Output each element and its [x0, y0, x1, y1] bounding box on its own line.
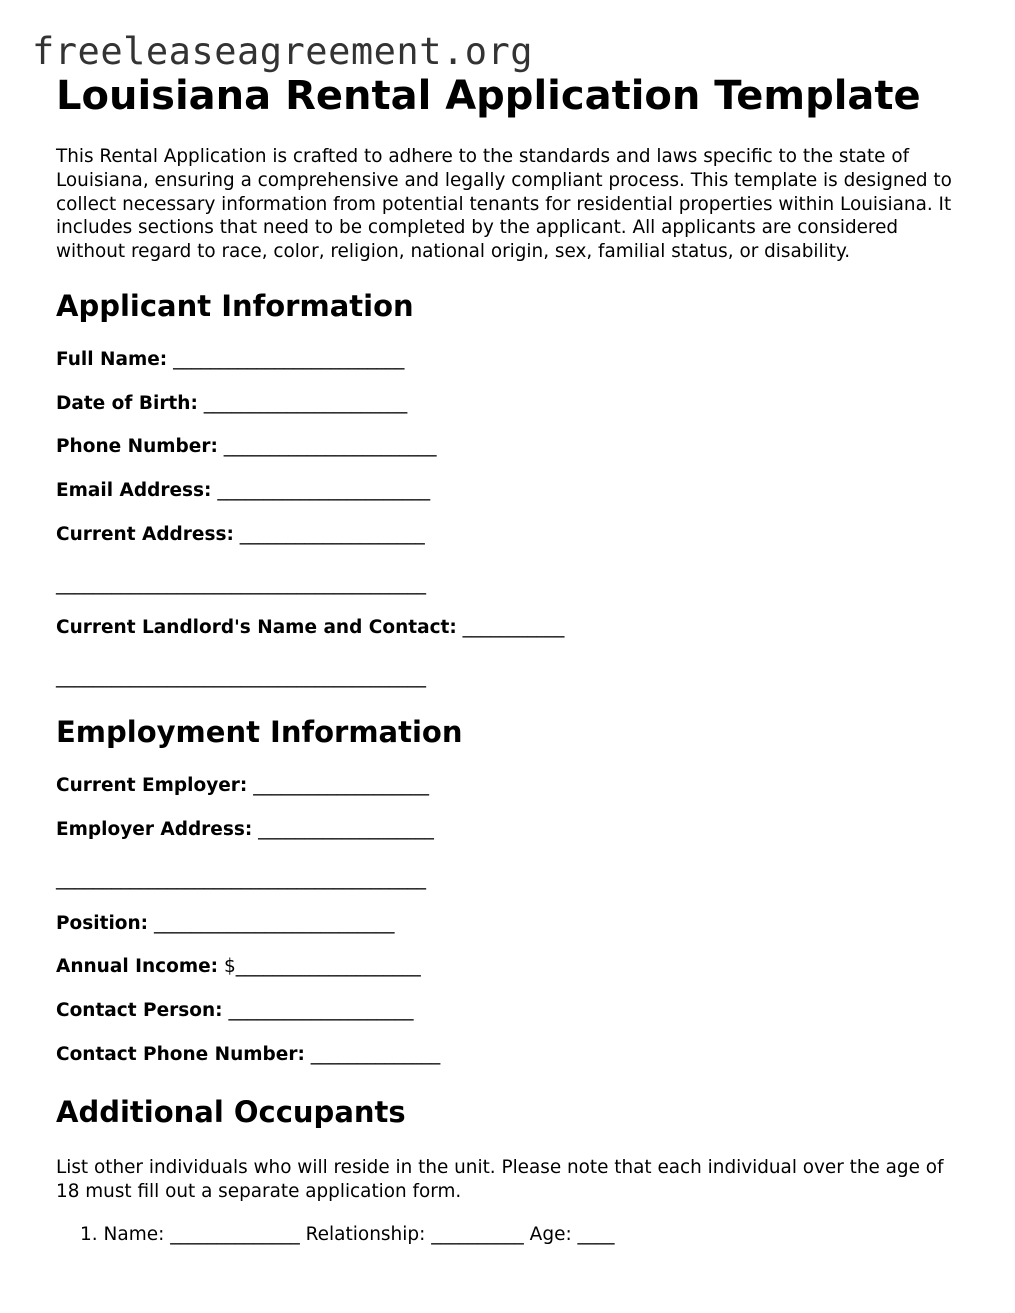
- contact-phone-blank[interactable]: ______________: [310, 1043, 441, 1065]
- occupants-section-heading: Additional Occupants: [56, 1094, 406, 1129]
- current-address-continuation[interactable]: ________________________________________: [56, 573, 426, 595]
- contact-person-label: Contact Person:: [56, 1000, 223, 1022]
- employer-label: Current Employer:: [56, 775, 248, 797]
- landlord-blank[interactable]: ___________: [462, 617, 565, 639]
- phone-label: Phone Number:: [56, 436, 218, 458]
- full-name-field[interactable]: [56, 348, 971, 372]
- phone-blank[interactable]: _______________________: [223, 436, 437, 458]
- intro-paragraph: This Rental Application is crafted to adhere to the standards and laws specific to the state of Louisiana, ensuring a comprehensive and legally compliant process. This template is designed to collect necessary information from potential tenants for residential properties within Louisiana. It includes sections that need to be completed by the applicant. All applicants are considered without regard to race, color, religion, national origin, sex, familial status, or disability.: [56, 146, 952, 263]
- document-page: [56, 70, 971, 1247]
- contact-person-blank[interactable]: ____________________: [228, 1000, 414, 1022]
- position-field[interactable]: [56, 912, 971, 936]
- current-address-field[interactable]: [56, 523, 971, 547]
- email-blank[interactable]: _______________________: [217, 480, 431, 502]
- page-title: Louisiana Rental Application Template: [56, 73, 921, 119]
- phone-field[interactable]: [56, 435, 971, 459]
- current-address-blank[interactable]: ____________________: [239, 523, 425, 545]
- landlord-field[interactable]: [56, 616, 971, 640]
- contact-person-field[interactable]: [56, 999, 971, 1023]
- employer-address-continuation[interactable]: ________________________________________: [56, 869, 426, 891]
- employer-blank[interactable]: ___________________: [253, 775, 429, 797]
- site-watermark: freeleaseagreement.org: [32, 30, 534, 73]
- email-field[interactable]: [56, 479, 971, 503]
- occupants-list: [56, 1223, 971, 1247]
- current-address-label: Current Address:: [56, 523, 234, 545]
- dob-field[interactable]: [56, 392, 971, 416]
- occupants-note: List other individuals who will reside in the unit. Please note that each individual over the age of 18 must fill out a separate application form.: [56, 1156, 944, 1202]
- dob-label: Date of Birth:: [56, 392, 198, 414]
- dob-blank[interactable]: ______________________: [203, 392, 408, 414]
- landlord-continuation[interactable]: ________________________________________: [56, 667, 426, 689]
- employment-section-heading: Employment Information: [56, 715, 463, 750]
- employer-address-label: Employer Address:: [56, 819, 253, 841]
- full-name-label: Full Name:: [56, 348, 168, 370]
- email-label: Email Address:: [56, 480, 212, 502]
- applicant-section-heading: Applicant Information: [56, 288, 414, 323]
- contact-phone-label: Contact Phone Number:: [56, 1043, 305, 1065]
- income-blank[interactable]: $____________________: [223, 956, 421, 978]
- income-label: Annual Income:: [56, 956, 219, 978]
- contact-phone-field[interactable]: [56, 1043, 971, 1067]
- full-name-blank[interactable]: _________________________: [173, 348, 405, 370]
- position-blank[interactable]: __________________________: [153, 912, 395, 934]
- position-label: Position:: [56, 912, 149, 934]
- landlord-label: Current Landlord's Name and Contact:: [56, 617, 457, 639]
- employer-field[interactable]: [56, 774, 971, 798]
- employer-address-field[interactable]: [56, 818, 971, 842]
- income-field[interactable]: [56, 955, 971, 979]
- occupant-item[interactable]: 1. Name: ______________ Relationship: __________ Age: ____: [80, 1223, 615, 1245]
- employer-address-blank[interactable]: ___________________: [258, 819, 434, 841]
